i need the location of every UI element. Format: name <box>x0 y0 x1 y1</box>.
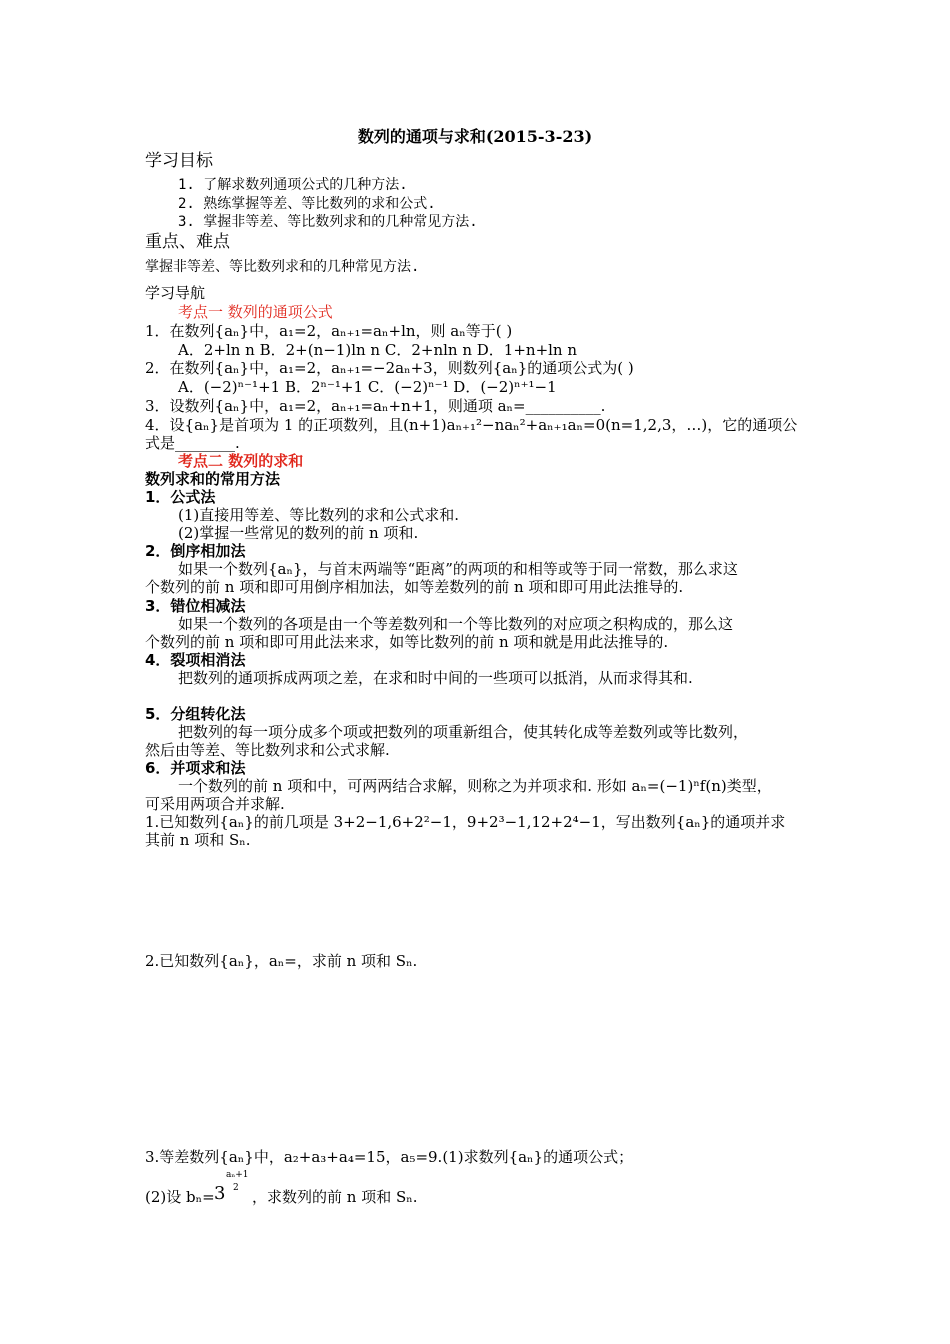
power-base: 3 <box>214 1183 226 1204</box>
method-3-title: 3．错位相减法 <box>145 597 246 615</box>
method-5-text: 把数列的每一项分成多个项或把数列的项重新组合，使其转化成等差数列或等比数列， <box>178 723 749 741</box>
method-5-title: 5．分组转化法 <box>145 705 246 723</box>
method-6-text: 可采用两项合并求解. <box>145 795 285 813</box>
example-2: 2.已知数列{aₙ}，aₙ=，求前 n 项和 Sₙ. <box>145 952 418 970</box>
methods-heading: 数列求和的常用方法 <box>145 470 281 488</box>
method-1-text: (2)掌握一些常见的数列的前 n 项和. <box>178 524 419 542</box>
question-4-line1: 4．设{aₙ}是首项为 1 的正项数列，且(n+1)aₙ₊₁²−naₙ²+aₙ₊₁aₙ=0(n=1,2,3，…)，它的通项公 <box>145 416 798 434</box>
method-1-title: 1．公式法 <box>145 488 216 506</box>
goal-item: 3. 掌握非等差、等比数列求和的几种常见方法. <box>178 214 478 230</box>
keypoints-heading: 重点、难点 <box>145 232 230 252</box>
exponent-numerator: aₙ+1 <box>226 1170 249 1180</box>
question-3: 3．设数列{aₙ}中，a₁=2，aₙ₊₁=aₙ+n+1，则通项 aₙ=__________. <box>145 397 606 415</box>
example-3-line2-prefix: (2)设 bₙ= <box>145 1188 215 1206</box>
example-3-line1: 3.等差数列{aₙ}中，a₂+a₃+a₄=15，a₅=9.(1)求数列{aₙ}的通项公式； <box>145 1148 634 1166</box>
question-1-options: A．2+ln n B．2+(n−1)ln n C．2+nln n D．1+n+ln n <box>178 341 578 359</box>
method-5-text: 然后由等差、等比数列求和公式求解. <box>145 741 390 759</box>
goal-item: 2. 熟练掌握等差、等比数列的求和公式. <box>178 196 436 212</box>
guide-heading: 学习导航 <box>145 284 206 302</box>
keypoints-text: 掌握非等差、等比数列求和的几种常见方法. <box>145 259 420 275</box>
method-4-title: 4．裂项相消法 <box>145 651 246 669</box>
method-2-text: 个数列的前 n 项和即可用倒序相加法，如等差数列的前 n 项和即可用此法推导的. <box>145 578 684 596</box>
example-3-line2-suffix: ，求数列的前 n 项和 Sₙ. <box>252 1188 418 1206</box>
goal-item: 1. 了解求数列通项公式的几种方法. <box>178 177 408 193</box>
exponent-denominator: 2 <box>233 1183 239 1193</box>
method-2-title: 2．倒序相加法 <box>145 542 246 560</box>
method-1-text: (1)直接用等差、等比数列的求和公式求和. <box>178 506 460 524</box>
method-3-text: 如果一个数列的各项是由一个等差数列和一个等比数列的对应项之积构成的，那么这 <box>178 615 734 633</box>
example-1-line2: 其前 n 项和 Sₙ. <box>145 831 251 849</box>
question-4-line2: 式是________. <box>145 434 240 452</box>
method-6-title: 6．并项求和法 <box>145 759 246 777</box>
method-2-text: 如果一个数列{aₙ}，与首末两端等“距离”的两项的和相等或等于同一常数，那么求这 <box>178 560 738 578</box>
topic2-heading: 考点二 数列的求和 <box>178 452 304 470</box>
method-4-text: 把数列的通项拆成两项之差，在求和时中间的一些项可以抵消，从而求得其和. <box>178 669 693 687</box>
goals-heading: 学习目标 <box>145 151 213 171</box>
example-1-line1: 1.已知数列{aₙ}的前几项是 3+2−1,6+2²−1，9+2³−1,12+2⁴−1，写出数列{aₙ}的通项并求 <box>145 813 786 831</box>
question-2: 2．在数列{aₙ}中，a₁=2，aₙ₊₁=−2aₙ+3，则数列{aₙ}的通项公式为( ) <box>145 359 634 377</box>
method-6-text: 一个数列的前 n 项和中，可两两结合求解，则称之为并项求和. 形如 aₙ=(−1)ⁿf(n)类型， <box>178 777 772 795</box>
question-2-options: A．(−2)ⁿ⁻¹+1 B．2ⁿ⁻¹+1 C．(−2)ⁿ⁻¹ D．(−2)ⁿ⁺¹−1 <box>178 378 557 396</box>
method-3-text: 个数列的前 n 项和即可用此法来求，如等比数列的前 n 项和就是用此法推导的. <box>145 633 669 651</box>
page-title: 数列的通项与求和(2015-3-23) <box>357 127 593 146</box>
question-1: 1．在数列{aₙ}中，a₁=2，aₙ₊₁=aₙ+ln，则 aₙ等于( ) <box>145 322 513 340</box>
topic1-heading: 考点一 数列的通项公式 <box>178 303 333 321</box>
